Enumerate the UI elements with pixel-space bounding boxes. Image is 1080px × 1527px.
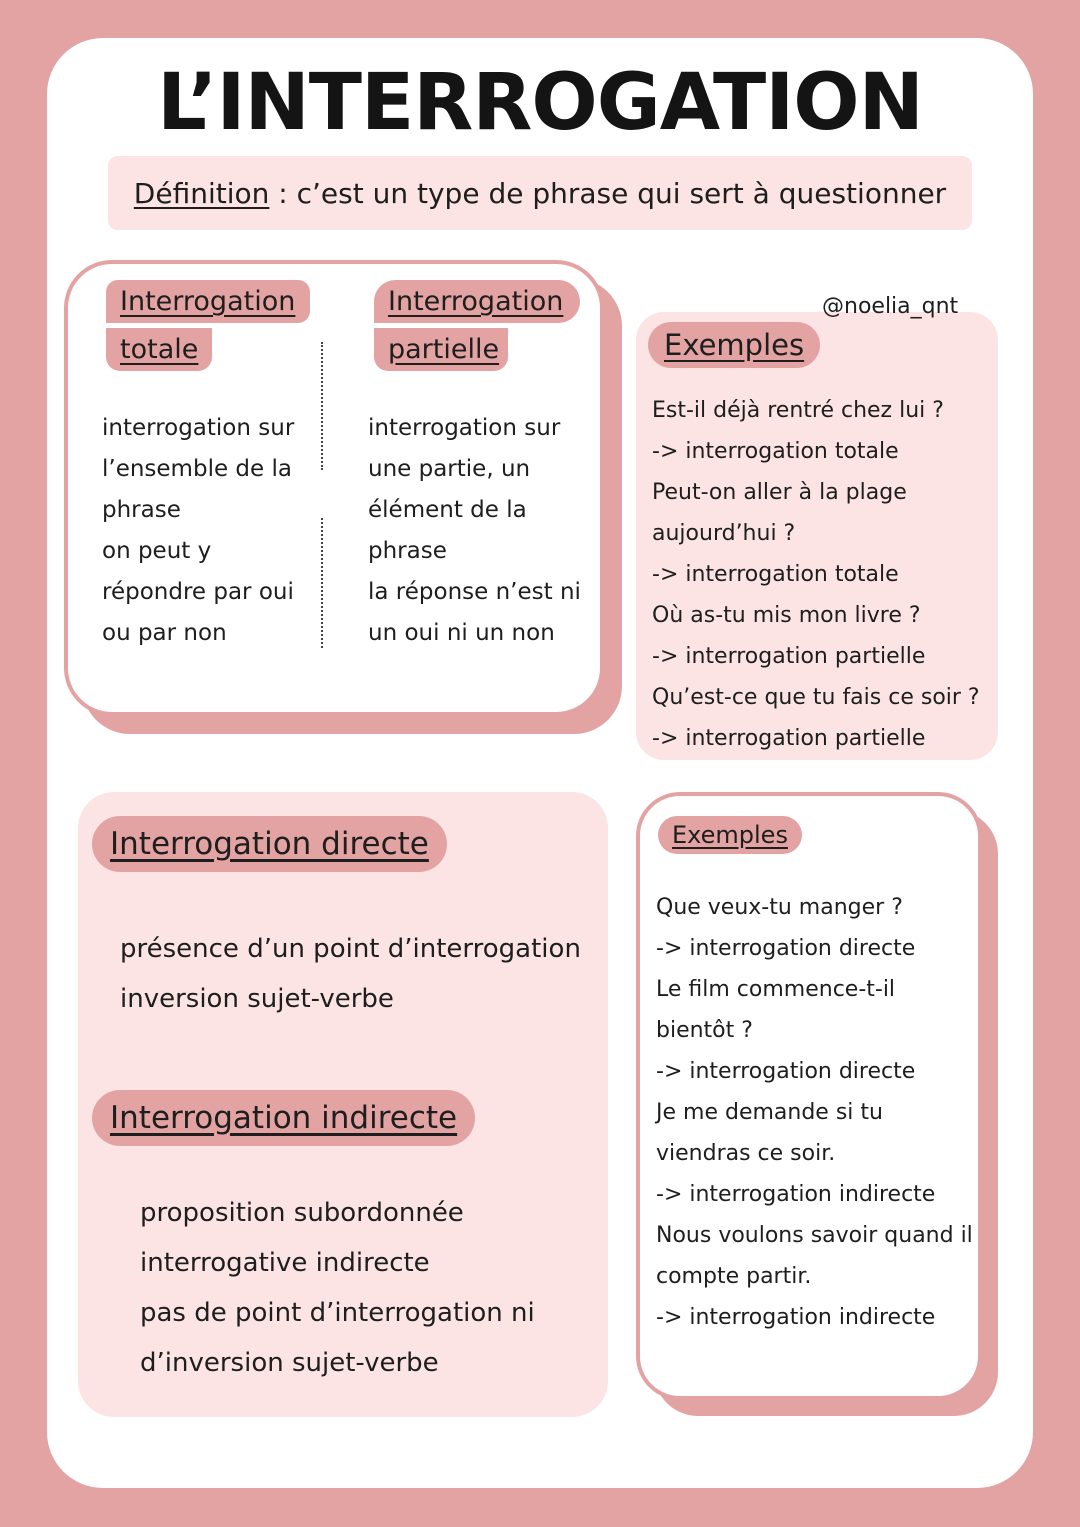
example-line: compte partir. [656,1264,812,1289]
text-line: pas de point d’interrogation ni [140,1298,535,1328]
totale-description [102,408,294,654]
examples-bottom-list [656,887,973,1338]
example-line: -> interrogation totale [652,562,899,587]
totale-tag-line1: Interrogation [106,280,310,323]
examples-bottom-label: Exemples [658,816,802,854]
directe-description [120,924,581,1024]
page-title: L’INTERROGATION [157,58,923,148]
example-line: -> interrogation partielle [652,726,926,751]
dotted-divider [321,342,323,470]
example-line: Où as-tu mis mon livre ? [652,603,921,628]
text-line: phrase [102,497,181,523]
example-line: Nous voulons savoir quand il [656,1223,973,1248]
author-handle: @noelia_qnt [822,294,959,319]
example-line: -> interrogation totale [652,439,899,464]
example-line: Je me demande si tu [656,1100,883,1125]
text-line: interrogation sur [102,415,295,441]
text-line: interrogative indirecte [140,1248,430,1278]
definition-bar [108,156,972,230]
partielle-description [368,408,581,654]
example-line: Qu’est-ce que tu fais ce soir ? [652,685,980,710]
definition-text: c’est un type de phrase qui sert à questionner [296,176,947,210]
example-line: bientôt ? [656,1018,753,1043]
text-line: d’inversion sujet-verbe [140,1348,439,1378]
example-line: Est-il déjà rentré chez lui ? [652,398,944,423]
definition-label: Définition [133,176,270,210]
examples-top-list [652,390,980,759]
example-line: -> interrogation directe [656,1059,916,1084]
example-line: -> interrogation directe [656,936,916,961]
example-line: -> interrogation partielle [652,644,926,669]
example-line: aujourd’hui ? [652,521,796,546]
example-line: -> interrogation indirecte [656,1305,936,1330]
example-line: Que veux-tu manger ? [656,895,903,920]
example-line: -> interrogation indirecte [656,1182,936,1207]
examples-top-label: Exemples [648,322,820,368]
totale-tag-line2: totale [106,328,212,371]
text-line: élément de la [368,497,527,523]
text-line: proposition subordonnée [140,1198,464,1228]
indirecte-description [140,1188,535,1388]
text-line: un oui ni un non [368,620,555,646]
partielle-tag-line1: Interrogation [374,280,580,323]
example-line: Peut-on aller à la plage [652,480,907,505]
definition-separator: : [269,176,297,210]
directe-label: Interrogation directe [92,816,447,872]
indirecte-label: Interrogation indirecte [92,1090,475,1146]
text-line: on peut y [102,538,212,564]
text-line: l’ensemble de la [102,456,292,482]
text-line: ou par non [102,620,227,646]
text-line: présence d’un point d’interrogation [120,934,581,964]
text-line: interrogation sur [368,415,561,441]
dotted-divider [321,518,323,648]
example-line: viendras ce soir. [656,1141,836,1166]
text-line: phrase [368,538,447,564]
text-line: inversion sujet-verbe [120,984,394,1014]
partielle-tag-line2: partielle [374,328,508,371]
example-line: Le film commence-t-il [656,977,896,1002]
text-line: une partie, un [368,456,531,482]
text-line: la réponse n’est ni [368,579,581,605]
text-line: répondre par oui [102,579,294,605]
